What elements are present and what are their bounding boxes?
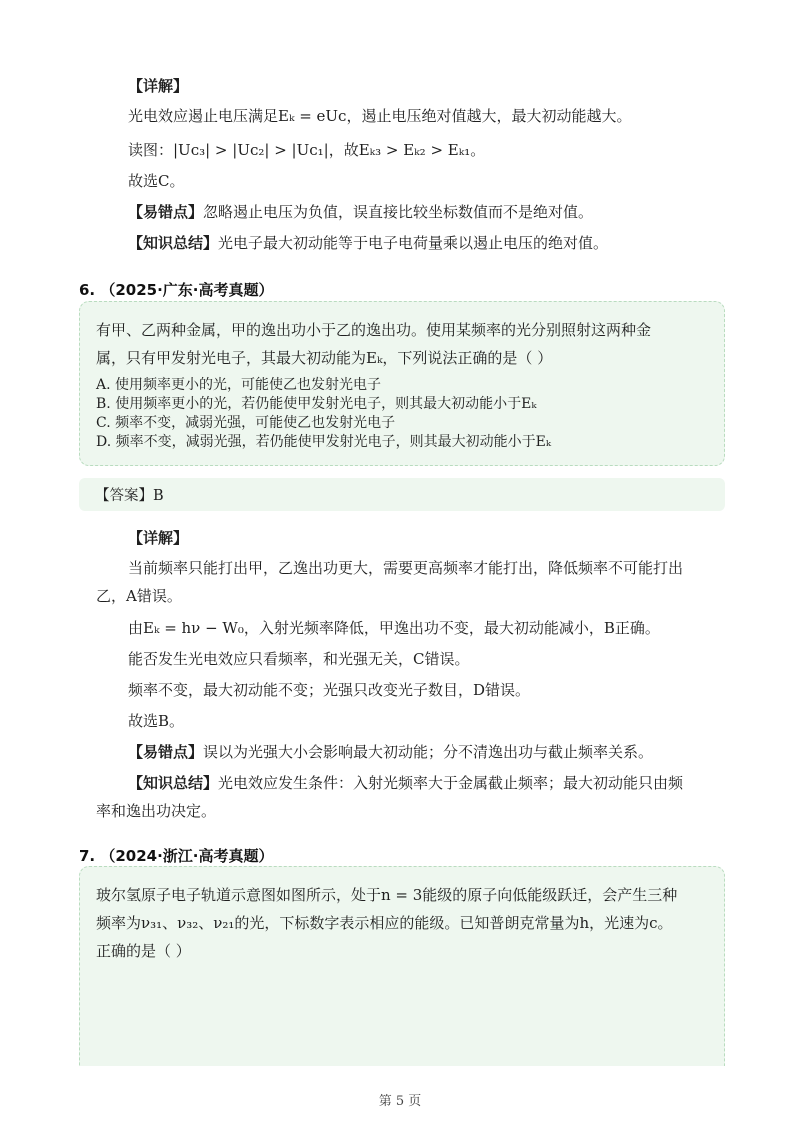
option-d: D. 频率不变，减弱光强，若仍能使甲发射光电子，则其最大初动能小于Eₖ [96,434,551,450]
explanation-line: 乙，A错误。 [96,587,182,605]
summary-label: 【知识总结】 [128,234,219,252]
option-a: A. 使用频率更小的光，可能使乙也发射光电子 [96,377,382,393]
pitfall-text: 误以为光强大小会影响最大初动能；分不清逸出功与截止频率关系。 [203,743,654,761]
pitfall-line [128,201,593,223]
explanation-line: 由Eₖ = hν − W₀，入射光频率降低，甲逸出功不变，最大初动能减小，B正确。 [128,619,660,637]
question-heading: 6. （2025·广东·高考真题） [79,281,274,299]
explanation-line: 频率不变，最大初动能不变；光强只改变光子数目，D错误。 [128,681,531,699]
detail-label-prev: 【详解】 [128,77,189,95]
question-box [79,301,725,466]
question-heading: 7. （2024·浙江·高考真题） [79,847,274,865]
explanation-line: 故选C。 [128,172,185,190]
detail-label: 【详解】 [128,529,189,547]
answer-bar [79,478,725,511]
summary-line [128,772,683,794]
summary-label: 【知识总结】 [128,774,219,792]
answer-text: 【答案】B [95,488,164,504]
question-box [79,866,725,1066]
explanation-line: 当前频率只能打出甲，乙逸出功更大，需要更高频率才能打出，降低频率不可能打出 [128,559,684,577]
pitfall-label: 【易错点】 [128,743,204,761]
pitfall-line [128,741,653,763]
summary-text: 光电子最大初动能等于电子电荷量乘以遏止电压的绝对值。 [218,234,609,252]
question-stem: 玻尔氢原子电子轨道示意图如图所示，处于n = 3能级的原子向低能级跃迁，会产生三种 [96,886,678,904]
question-stem: 属，只有甲发射光电子，其最大初动能为Eₖ，下列说法正确的是（ ） [96,349,553,367]
pitfall-label: 【易错点】 [128,203,204,221]
question-stem: 正确的是（ ） [96,942,191,960]
question-stem: 频率为ν₃₁、ν₃₂、ν₂₁的光，下标数字表示相应的能级。已知普朗克常量为h，光速为c。 [96,914,673,932]
page-number: 第 5 页 [378,1094,422,1109]
summary-line [128,232,608,254]
pitfall-text: 忽略遏止电压为负值，误直接比较坐标数值而不是绝对值。 [203,203,594,221]
explanation-line: 光电效应遏止电压满足Eₖ = eUᴄ，遏止电压绝对值越大，最大初动能越大。 [128,107,632,125]
explanation-line: 故选B。 [128,712,185,730]
summary-text: 光电效应发生条件：入射光频率大于金属截止频率；最大初动能只由频 [218,774,684,792]
explanation-line: 能否发生光电效应只看频率，和光强无关，C错误。 [128,650,470,668]
option-c: C. 频率不变，减弱光强，可能使乙也发射光电子 [96,415,396,431]
summary-line-cont: 率和逸出功决定。 [96,802,217,820]
explanation-line: 读图：|Uᴄ₃| > |Uᴄ₂| > |Uᴄ₁|，故Eₖ₃ > Eₖ₂ > Eₖ₁。 [128,141,486,159]
question-stem: 有甲、乙两种金属，甲的逸出功小于乙的逸出功。使用某频率的光分别照射这两种金 [96,321,652,339]
option-b: B. 使用频率更小的光，若仍能使甲发射光电子，则其最大初动能小于Eₖ [96,396,537,412]
